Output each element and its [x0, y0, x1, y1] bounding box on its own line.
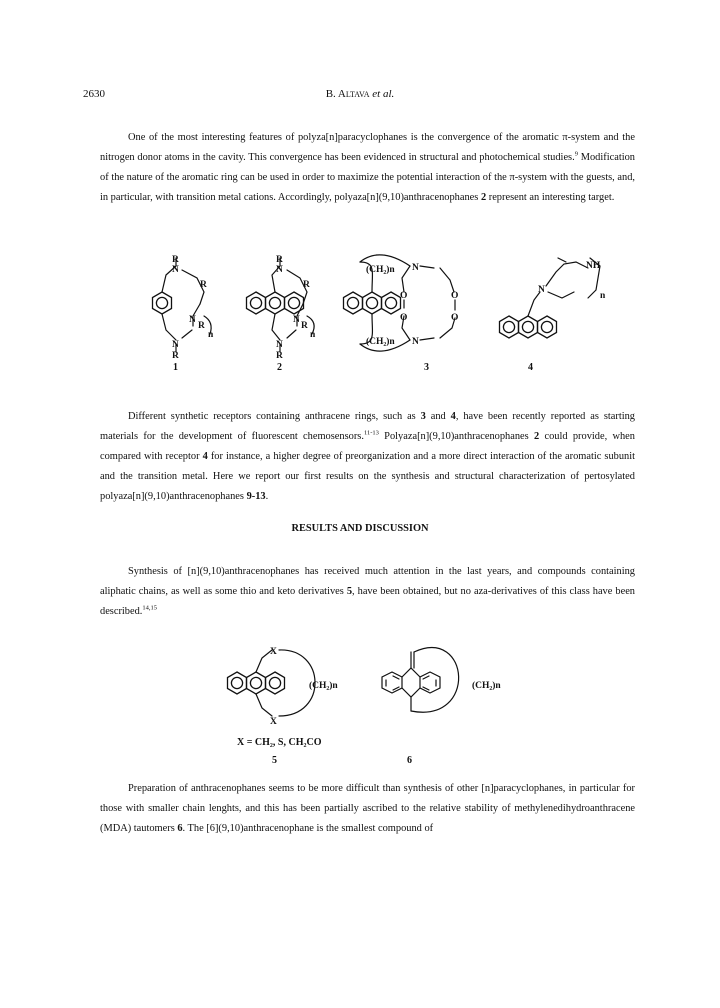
p1-reference: 9: [574, 150, 578, 158]
compound-label-5: 5: [272, 755, 277, 766]
c3-n-top: N: [412, 263, 419, 273]
c3-o-1: O: [400, 291, 408, 301]
c2-r-mid: R: [301, 321, 308, 331]
compound-4-structure: [500, 258, 601, 338]
c3-ch2n-top: (CH₂)n: [366, 265, 395, 275]
c1-r-bottom: R: [172, 351, 179, 361]
compound-label-6: 6: [407, 755, 412, 766]
paragraph-preparation: [100, 779, 635, 839]
p4-compound-ref-6: 6: [177, 823, 183, 834]
p4-text-2: . The [6](9,10)anthracenophane is the smallest compound of: [182, 823, 434, 834]
c1-n-top: N: [172, 265, 179, 275]
compound-3-structure: [344, 255, 459, 351]
c2-r-bottom: R: [276, 351, 283, 361]
compound-label-2: 2: [277, 362, 282, 373]
p2-text-7: .: [265, 491, 269, 502]
c6-ch2n: (CH₂)n: [472, 681, 501, 691]
c1-r-mid: R: [198, 321, 205, 331]
compound-label-3: 3: [424, 362, 429, 373]
c1-n-mid: N: [189, 315, 196, 325]
c2-n-mid: N: [293, 315, 300, 325]
p1-text-3: represent an interesting target.: [486, 192, 615, 203]
compound-5-structure: [228, 650, 316, 716]
c1-r-top: R: [172, 255, 179, 265]
c5-ch2n: (CH₂)n: [309, 681, 338, 691]
paragraph-synthesis: [100, 562, 635, 622]
compound-label-4: 4: [528, 362, 533, 373]
p2-reference: 11-13: [363, 429, 379, 437]
p3-compound-ref-5: 5: [346, 586, 353, 597]
c2-r-right: R: [303, 280, 310, 290]
p4-text-1: Preparation of anthracenophanes seems to be more difficult than synthesis of other [n]paracyclophanes, in particular for those with smaller chain lenghts, and this has been partially ascribed to the relative stability of methylenedihydroanthracene (MDA) tautomers: [100, 783, 635, 834]
p2-text-5: could provide, when compared with receptor: [100, 431, 635, 462]
page-number: 2630: [83, 88, 105, 100]
c3-n-bottom: N: [412, 337, 419, 347]
c5-x-bottom: X: [270, 717, 277, 727]
p2-compound-ref-9-13: 9-13: [246, 491, 266, 502]
compound-1-structure: [153, 258, 212, 352]
author-name: B. Altava: [325, 88, 370, 100]
c3-o-4: O: [451, 313, 459, 323]
c4-nh: NH: [586, 261, 601, 271]
running-head: [0, 88, 720, 100]
c3-o-2: O: [451, 291, 459, 301]
p2-compound-ref-3: 3: [420, 411, 426, 422]
p1-compound-ref: 2: [480, 192, 487, 203]
p2-compound-ref-4: 4: [450, 411, 456, 422]
c3-ch2n-bottom: (CH₂)n: [366, 337, 395, 347]
c2-r-top: R: [276, 255, 283, 265]
p2-text-2: and: [425, 411, 451, 422]
c1-n-bottom: N: [172, 340, 179, 350]
x-definition: X = CH₂, S, CH₂CO: [237, 737, 322, 748]
section-heading: RESULTS AND DISCUSSION: [291, 523, 429, 534]
p1-text-2: Modification of the nature of the aromatic ring can be used in order to maximize the potential interaction of the π-system with the guests, and, in particular, with transition metal cations. Accordingly, polyaza[n](9,10)anthracenophanes: [100, 152, 635, 203]
p1-text-1: One of the most interesting features of polyza[n]paracyclophanes is the convergence of the aromatic π-system and the nitrogen donor atoms in the cavity. This convergence has been evidenced in structural and photochemical studies.: [100, 132, 635, 163]
c2-n-index: n: [310, 330, 316, 340]
compound-label-1: 1: [173, 362, 178, 373]
paragraph-receptors: [100, 407, 635, 507]
c4-n-index: n: [600, 291, 606, 301]
c4-n: N: [538, 285, 545, 295]
paragraph-intro: [100, 128, 635, 208]
p2-text-1: Different synthetic receptors containing anthracene rings, such as: [128, 411, 421, 422]
p2-text-4: Polyaza[n](9,10)anthracenophanes: [378, 431, 534, 442]
p2-compound-ref-4b: 4: [202, 451, 208, 462]
p3-reference: 14,15: [142, 604, 158, 612]
compound-6-structure: [382, 648, 459, 713]
p3-text-1: Synthesis of [n](9,10)anthracenophanes has received much attention in the last years, and compounds containing aliphatic chains, as well as some thio and keto derivatives: [100, 566, 635, 597]
c3-o-3: O: [400, 313, 408, 323]
c2-n-top: N: [276, 265, 283, 275]
p2-compound-ref-2: 2: [534, 431, 540, 442]
c5-x-top: X: [270, 647, 277, 657]
p2-text-3: , have been recently reported as starting materials for the development of fluorescent chemosensors.: [100, 411, 635, 442]
p3-text-2: , have been obtained, but no aza-derivatives of this class have been described.: [100, 586, 635, 617]
compound-2-structure: [247, 258, 315, 352]
c1-r-right: R: [200, 280, 207, 290]
c2-n-bottom: N: [276, 340, 283, 350]
et-al: et al.: [372, 88, 395, 100]
p2-text-6: for instance, a higher degree of preorganization and a more direct interaction of the aromatic subunit and the transition metal. Here we report our first results on the synthesis and structural characterization of pertosylated polyaza[n](9,10)anthracenophanes: [100, 451, 636, 502]
c1-n-index: n: [208, 330, 214, 340]
